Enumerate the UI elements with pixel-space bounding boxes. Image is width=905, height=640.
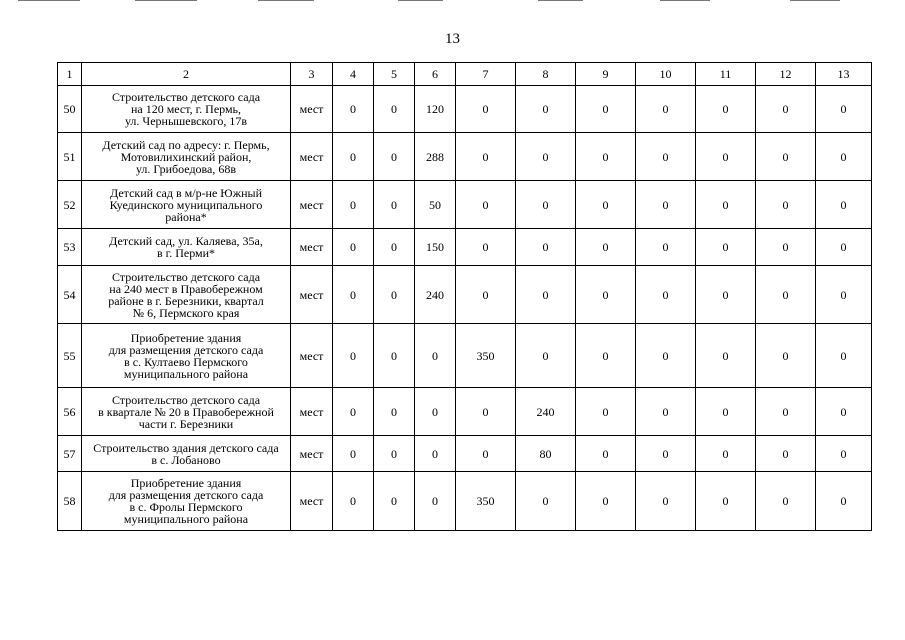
value-cell: 0 bbox=[415, 388, 456, 436]
unit-cell: мест bbox=[291, 266, 333, 324]
data-table bbox=[57, 62, 872, 531]
value-cell: 0 bbox=[576, 133, 636, 181]
value-cell: 0 bbox=[696, 133, 756, 181]
object-name bbox=[82, 472, 291, 531]
value-cell: 0 bbox=[516, 86, 576, 133]
value-cell: 0 bbox=[516, 133, 576, 181]
value-cell: 0 bbox=[576, 229, 636, 266]
value-cell: 0 bbox=[816, 388, 872, 436]
unit-cell: мест bbox=[291, 86, 333, 133]
column-header: 2 bbox=[82, 63, 291, 86]
object-name-line: Куединского муниципального bbox=[109, 197, 263, 212]
value-cell: 0 bbox=[456, 388, 516, 436]
value-cell: 0 bbox=[456, 181, 516, 229]
object-name bbox=[82, 181, 291, 229]
value-cell: 0 bbox=[576, 388, 636, 436]
scan-edge-line bbox=[790, 0, 840, 1]
value-cell: 0 bbox=[374, 266, 415, 324]
value-cell: 0 bbox=[636, 388, 696, 436]
column-header: 12 bbox=[756, 63, 816, 86]
value-cell: 0 bbox=[756, 266, 816, 324]
value-cell: 0 bbox=[816, 133, 872, 181]
value-cell: 0 bbox=[636, 324, 696, 388]
value-cell: 350 bbox=[456, 324, 516, 388]
value-cell: 0 bbox=[756, 472, 816, 531]
value-cell: 0 bbox=[816, 472, 872, 531]
table-body bbox=[58, 86, 872, 531]
value-cell: 0 bbox=[374, 324, 415, 388]
object-name-line: в с. Лобаново bbox=[151, 452, 221, 467]
value-cell: 0 bbox=[576, 472, 636, 531]
value-cell: 0 bbox=[816, 229, 872, 266]
value-cell: 0 bbox=[756, 86, 816, 133]
value-cell: 0 bbox=[756, 388, 816, 436]
column-header: 9 bbox=[576, 63, 636, 86]
scan-edge-line bbox=[660, 0, 710, 1]
object-name-line: № 6, Пермского края bbox=[132, 305, 240, 320]
value-cell: 0 bbox=[636, 229, 696, 266]
object-name-line: районе в г. Березники, квартал bbox=[108, 293, 264, 308]
object-name-line: Приобретение здания bbox=[130, 330, 242, 345]
table-row bbox=[58, 266, 872, 324]
column-header: 13 bbox=[816, 63, 872, 86]
table-row bbox=[58, 229, 872, 266]
value-cell: 0 bbox=[816, 436, 872, 472]
value-cell: 150 bbox=[415, 229, 456, 266]
object-name-line: Детский сад в м/р-не Южный bbox=[110, 185, 262, 200]
value-cell: 288 bbox=[415, 133, 456, 181]
row-number: 56 bbox=[58, 388, 82, 436]
value-cell: 0 bbox=[516, 229, 576, 266]
table-row bbox=[58, 181, 872, 229]
value-cell: 0 bbox=[374, 229, 415, 266]
value-cell: 0 bbox=[636, 181, 696, 229]
column-header: 8 bbox=[516, 63, 576, 86]
value-cell: 0 bbox=[456, 436, 516, 472]
object-name-line: муниципального района bbox=[123, 512, 249, 526]
object-name bbox=[82, 388, 291, 436]
value-cell: 0 bbox=[415, 436, 456, 472]
object-name bbox=[82, 436, 291, 472]
value-cell: 0 bbox=[333, 181, 374, 229]
value-cell: 0 bbox=[415, 472, 456, 531]
object-name-line: ул. Грибоедова, 68в bbox=[135, 161, 237, 176]
page-number: 13 bbox=[445, 31, 460, 47]
value-cell: 0 bbox=[374, 436, 415, 472]
value-cell: 0 bbox=[333, 388, 374, 436]
object-name-line: района* bbox=[165, 209, 207, 224]
unit-cell: мест bbox=[291, 472, 333, 531]
value-cell: 0 bbox=[576, 181, 636, 229]
value-cell: 0 bbox=[636, 436, 696, 472]
object-name bbox=[82, 266, 291, 324]
value-cell: 0 bbox=[516, 181, 576, 229]
value-cell: 0 bbox=[374, 86, 415, 133]
column-header: 10 bbox=[636, 63, 696, 86]
object-name-line: для размещения детского сада bbox=[108, 342, 264, 357]
object-name-line: в с. Култаево Пермского bbox=[124, 354, 248, 369]
value-cell: 0 bbox=[516, 266, 576, 324]
value-cell: 0 bbox=[576, 86, 636, 133]
object-name-line: Детский сад, ул. Каляева, 35а, bbox=[109, 234, 263, 248]
object-name-line: Строительство детского сада bbox=[111, 392, 261, 407]
value-cell: 0 bbox=[756, 324, 816, 388]
object-name bbox=[82, 229, 291, 266]
object-name-line: Приобретение здания bbox=[130, 476, 242, 490]
value-cell: 0 bbox=[696, 86, 756, 133]
object-name-line: части г. Березники bbox=[138, 416, 234, 431]
row-number: 54 bbox=[58, 266, 82, 324]
scan-edge-line bbox=[258, 0, 314, 1]
row-number: 58 bbox=[58, 472, 82, 531]
object-name bbox=[82, 133, 291, 181]
table-row bbox=[58, 86, 872, 133]
column-header: 3 bbox=[291, 63, 333, 86]
value-cell: 0 bbox=[636, 472, 696, 531]
value-cell: 0 bbox=[696, 324, 756, 388]
value-cell: 0 bbox=[456, 229, 516, 266]
value-cell: 0 bbox=[576, 266, 636, 324]
value-cell: 0 bbox=[756, 436, 816, 472]
value-cell: 0 bbox=[756, 229, 816, 266]
object-name-line: Детский сад по адресу: г. Пермь, bbox=[102, 137, 270, 152]
value-cell: 0 bbox=[696, 472, 756, 531]
unit-cell: мест bbox=[291, 324, 333, 388]
value-cell: 0 bbox=[456, 86, 516, 133]
unit-cell: мест bbox=[291, 436, 333, 472]
value-cell: 0 bbox=[456, 133, 516, 181]
table-row bbox=[58, 324, 872, 388]
object-name-line: ул. Чернышевского, 17в bbox=[124, 114, 248, 128]
column-header: 5 bbox=[374, 63, 415, 86]
row-number: 51 bbox=[58, 133, 82, 181]
value-cell: 0 bbox=[516, 324, 576, 388]
value-cell: 0 bbox=[636, 266, 696, 324]
value-cell: 0 bbox=[415, 324, 456, 388]
header-row bbox=[58, 63, 872, 86]
unit-cell: мест bbox=[291, 388, 333, 436]
object-name-line: в с. Фролы Пермского bbox=[129, 500, 243, 514]
scan-edge-line bbox=[18, 0, 80, 1]
object-name-line: на 240 мест в Правобережном bbox=[109, 281, 263, 296]
table-row bbox=[58, 388, 872, 436]
column-header: 1 bbox=[58, 63, 82, 86]
value-cell: 0 bbox=[816, 181, 872, 229]
column-header: 11 bbox=[696, 63, 756, 86]
value-cell: 50 bbox=[415, 181, 456, 229]
value-cell: 0 bbox=[696, 181, 756, 229]
value-cell: 0 bbox=[374, 181, 415, 229]
value-cell: 0 bbox=[333, 86, 374, 133]
value-cell: 0 bbox=[333, 229, 374, 266]
row-number: 57 bbox=[58, 436, 82, 472]
column-header: 4 bbox=[333, 63, 374, 86]
value-cell: 80 bbox=[516, 436, 576, 472]
value-cell: 0 bbox=[756, 181, 816, 229]
column-header: 6 bbox=[415, 63, 456, 86]
value-cell: 0 bbox=[816, 86, 872, 133]
value-cell: 240 bbox=[415, 266, 456, 324]
object-name-line: Строительство детского сада bbox=[111, 90, 261, 104]
object-name-line: в г. Перми* bbox=[156, 246, 216, 260]
value-cell: 0 bbox=[333, 133, 374, 181]
value-cell: 240 bbox=[516, 388, 576, 436]
value-cell: 0 bbox=[333, 266, 374, 324]
table-row bbox=[58, 436, 872, 472]
object-name-line: Строительство здания детского сада bbox=[93, 440, 279, 455]
object-name-line: на 120 мест, г. Пермь, bbox=[130, 102, 242, 116]
value-cell: 0 bbox=[696, 266, 756, 324]
object-name-line: в квартале № 20 в Правобережной bbox=[98, 404, 274, 419]
value-cell: 0 bbox=[456, 266, 516, 324]
column-header: 7 bbox=[456, 63, 516, 86]
value-cell: 0 bbox=[374, 472, 415, 531]
row-number: 52 bbox=[58, 181, 82, 229]
value-cell: 0 bbox=[696, 229, 756, 266]
value-cell: 0 bbox=[816, 324, 872, 388]
object-name bbox=[82, 86, 291, 133]
value-cell: 0 bbox=[333, 472, 374, 531]
scan-edge-line bbox=[135, 0, 197, 1]
value-cell: 120 bbox=[415, 86, 456, 133]
object-name-line: Мотовилихинский район, bbox=[120, 149, 252, 164]
value-cell: 0 bbox=[576, 324, 636, 388]
value-cell: 0 bbox=[374, 388, 415, 436]
table-row bbox=[58, 472, 872, 531]
row-number: 50 bbox=[58, 86, 82, 133]
value-cell: 0 bbox=[516, 472, 576, 531]
value-cell: 0 bbox=[636, 86, 696, 133]
value-cell: 0 bbox=[696, 436, 756, 472]
unit-cell: мест bbox=[291, 181, 333, 229]
value-cell: 0 bbox=[696, 388, 756, 436]
value-cell: 0 bbox=[333, 436, 374, 472]
object-name-line: Строительство детского сада bbox=[111, 269, 261, 284]
value-cell: 0 bbox=[816, 266, 872, 324]
table-row bbox=[58, 133, 872, 181]
value-cell: 0 bbox=[333, 324, 374, 388]
object-name bbox=[82, 324, 291, 388]
scan-edge-line bbox=[398, 0, 443, 1]
object-name-line: муниципального района bbox=[123, 366, 249, 381]
value-cell: 350 bbox=[456, 472, 516, 531]
value-cell: 0 bbox=[756, 133, 816, 181]
unit-cell: мест bbox=[291, 229, 333, 266]
scan-edge-line bbox=[538, 0, 583, 1]
object-name-line: для размещения детского сада bbox=[108, 488, 264, 502]
value-cell: 0 bbox=[576, 436, 636, 472]
value-cell: 0 bbox=[374, 133, 415, 181]
unit-cell: мест bbox=[291, 133, 333, 181]
row-number: 53 bbox=[58, 229, 82, 266]
value-cell: 0 bbox=[636, 133, 696, 181]
row-number: 55 bbox=[58, 324, 82, 388]
